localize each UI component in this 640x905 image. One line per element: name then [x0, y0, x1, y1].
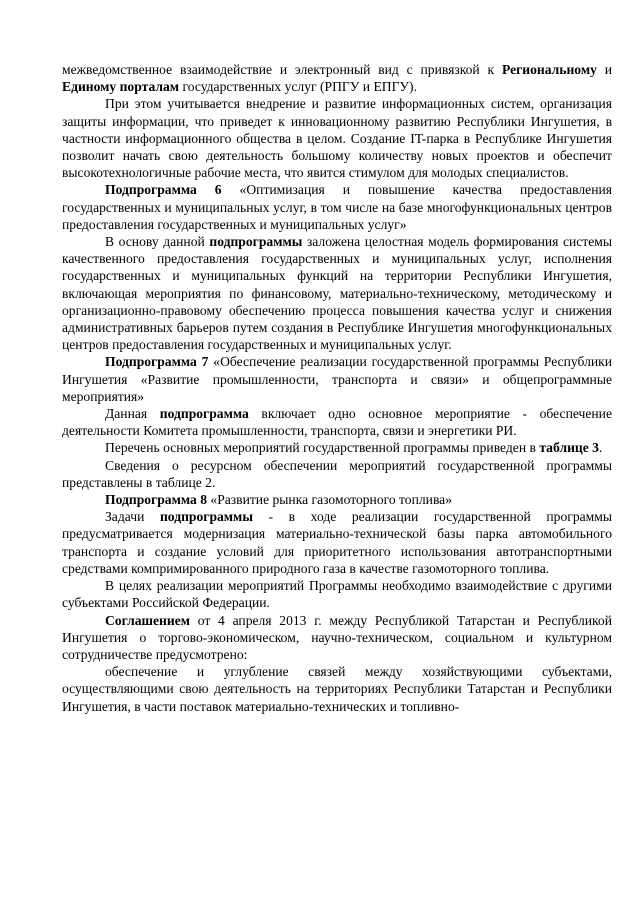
- paragraph-3: [62, 181, 612, 233]
- text-run: В целях реализации мероприятий Программы необходимо взаимодействие с другими субъектами Российской Федерации.: [62, 578, 612, 611]
- paragraph-6: [62, 405, 612, 439]
- bold-run: Региональному: [501, 62, 597, 77]
- paragraph-7: [62, 439, 612, 456]
- text-run: Сведения о ресурсном обеспечении мероприятий государственной программы представлены в таблице 2.: [62, 457, 612, 490]
- text-run: Данная: [105, 406, 160, 422]
- paragraph-5: [62, 353, 612, 405]
- text-run: «Развитие рынка газомоторного топлива»: [207, 492, 453, 508]
- paragraph-4: [62, 233, 612, 353]
- paragraph-8: [62, 457, 612, 491]
- bold-run: подпрограммы: [159, 509, 253, 525]
- text-run: заложена целостная модель формирования системы качественного предоставления государственных и муниципальных услуг, исполнения государственных и муниципальных функций на территории Республики Ингушетия, включающая мероприятия по финансовому, материально-техническому, методическому и организационно-правовому обеспечению процесса повышения качества услуг и снижения административных барьеров путем создания в Республике Ингушетия многофункциональных центров предоставления государственных и муниципальных услуг.: [62, 234, 613, 353]
- text-run: включает одно основное мероприятие - обеспечение деятельности Комитета промышленности, транспорта, связи и энергетики РИ.: [62, 406, 612, 439]
- bold-run: подпрограммы: [209, 234, 303, 250]
- paragraph-13: [62, 663, 612, 715]
- paragraph-10: [62, 508, 612, 577]
- text-run: обеспечение и углубление связей между хозяйствующими субъектами, осуществляющими свою деятельность на территориях Республики Татарстан и Республики Ингушетия, в части поставок материально-технических и топливно-: [62, 664, 612, 714]
- bold-run: Подпрограмма 6: [105, 182, 222, 198]
- paragraph-2: [62, 95, 612, 181]
- paragraph-9: [62, 491, 612, 508]
- text-run: Задачи: [105, 509, 160, 525]
- text-run: - в ходе реализации государственной программы предусматривается модернизация материально-технической базы парка автомобильного транспорта и создание условий для приоритетного использования автотранспортными средствами компримированного природного газа в качестве газомоторного топлива.: [62, 509, 613, 576]
- text-run: .: [598, 440, 603, 456]
- text-run: «Оптимизация и повышение качества предоставления государственных и муниципальных услуг, в том числе на базе многофункциональных центров предоставления государственных и муниципальных услуг»: [62, 182, 612, 232]
- bold-run: подпрограмма: [159, 406, 249, 422]
- bold-run: таблице 3: [539, 440, 599, 456]
- paragraph-11: [62, 577, 612, 611]
- text-run: В основу данной: [105, 234, 210, 250]
- text-run: Перечень основных мероприятий государственной программы приведен в: [105, 440, 540, 456]
- text-run: от 4 апреля 2013 г. между Республикой Татарстан и Республикой Ингушетия о торгово-экономическом, научно-техническом, социальном и культурном сотрудничестве предусмотрено:: [62, 612, 612, 662]
- bold-run: Единому порталам: [62, 79, 180, 95]
- text-run: и: [596, 62, 612, 77]
- document-page: [62, 61, 612, 715]
- bold-run: Подпрограмма 7: [105, 354, 209, 370]
- text-run: межведомственное взаимодействие и электронный вид с привязкой к: [62, 62, 502, 77]
- bold-run: Соглашением: [105, 612, 190, 628]
- paragraph-12: [62, 612, 612, 664]
- text-run: государственных услуг (РПГУ и ЕПГУ).: [179, 79, 417, 95]
- paragraph-1: [62, 61, 612, 95]
- bold-run: Подпрограмма 8: [105, 492, 207, 508]
- text-run: «Обеспечение реализации государственной программы Республики Ингушетия «Развитие промышленности, транспорта и связи» и общепрограммные мероприятия»: [62, 354, 613, 404]
- text-run: При этом учитывается внедрение и развитие информационных систем, организация защиты информации, что приведет к инновационному развитию Республики Ингушетия, в частности информационного общества в целом. Создание IT-парка в Республике Ингушетия позволит начать свою деятельность большому количеству новых проектов и обеспечит высокотехнологичные рабочие места, что явится стимулом для молодых специалистов.: [62, 96, 612, 181]
